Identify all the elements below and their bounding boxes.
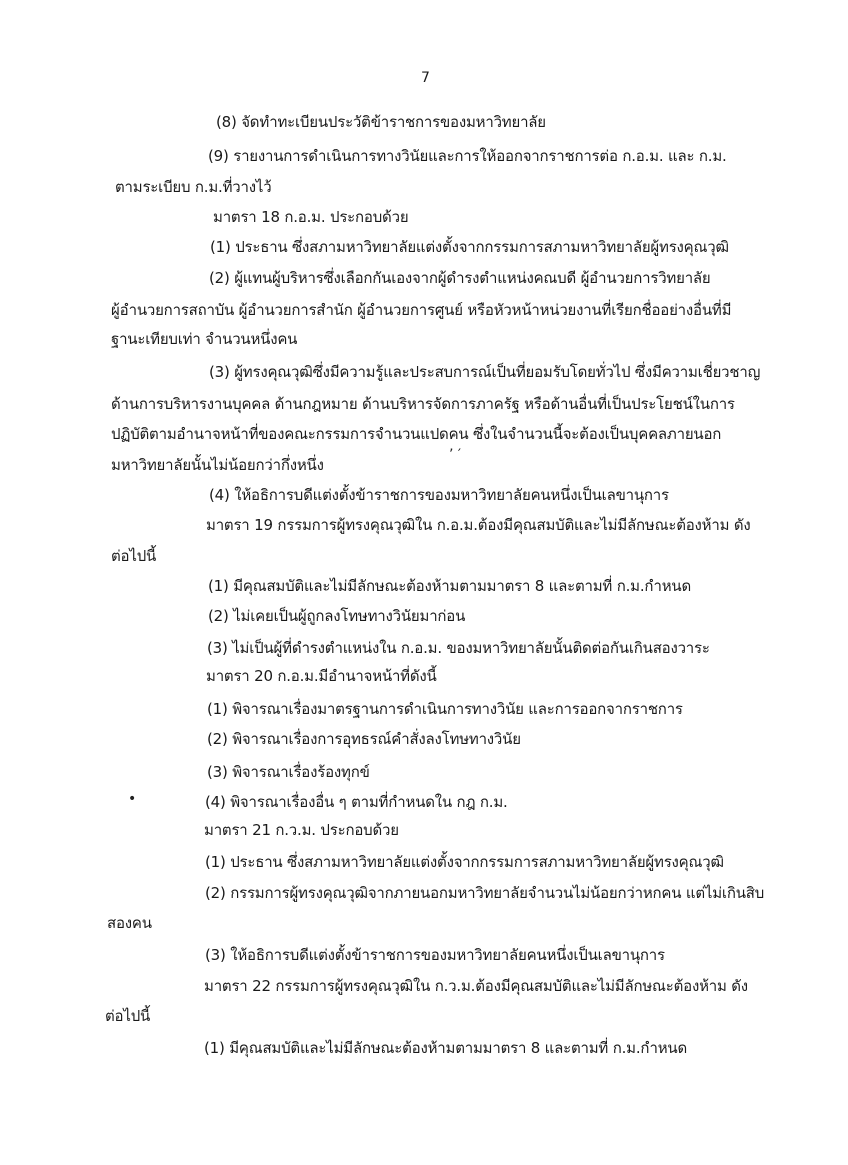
text-line: (2) พิจารณาเรื่องการอุทธรณ์คำสั่งลงโทษทางวินัย bbox=[207, 730, 521, 748]
text-line: (3) ให้อธิการบดีแต่งตั้งข้าราชการของมหาวิทยาลัยคนหนึ่งเป็นเลขานุการ bbox=[205, 946, 665, 964]
text-line: (3) พิจารณาเรื่องร้องทุกข์ bbox=[207, 763, 370, 781]
text-line: (1) ประธาน ซึ่งสภามหาวิทยาลัยแต่งตั้งจากกรรมการสภามหาวิทยาลัยผู้ทรงคุณวุฒิ bbox=[210, 238, 729, 256]
text-line: ต่อไปนี้ bbox=[111, 547, 157, 565]
text-line: (9) รายงานการดำเนินการทางวินัยและการให้ออกจากราชการต่อ ก.อ.ม. และ ก.ม. bbox=[208, 147, 727, 165]
text-line: (8) จัดทำทะเบียนประวัติข้าราชการของมหาวิทยาลัย bbox=[216, 113, 546, 131]
text-line: ฐานะเทียบเท่า จำนวนหนึ่งคน bbox=[111, 330, 298, 348]
text-line: สองคน bbox=[107, 914, 152, 932]
text-line: ผู้อำนวยการสถาบัน ผู้อำนวยการสำนัก ผู้อำนวยการศูนย์ หรือหัวหน้าหน่วยงานที่เรียกชื่ออย่างอื่นที่มี bbox=[111, 301, 732, 319]
text-line: ปฏิบัติตามอำนาจหน้าที่ของคณะกรรมการจำนวนแปดคน ซึ่งในจำนวนนี้จะต้องเป็นบุคคลภายนอก bbox=[111, 425, 722, 443]
section-heading: มาตรา 20 ก.อ.ม.มีอำนาจหน้าที่ดังนี้ bbox=[206, 667, 437, 685]
text-line: (1) มีคุณสมบัติและไม่มีลักษณะต้องห้ามตามมาตรา 8 และตามที่ ก.ม.กำหนด bbox=[204, 1039, 687, 1057]
section-heading: มาตรา 19 กรรมการผู้ทรงคุณวุฒิใน ก.อ.ม.ต้องมีคุณสมบัติและไม่มีลักษณะต้องห้าม ดัง bbox=[206, 516, 751, 534]
text-line: ด้านการบริหารงานบุคคล ด้านกฎหมาย ด้านบริหารจัดการภาครัฐ หรือด้านอื่นที่เป็นประโยชน์ในการ bbox=[111, 395, 735, 413]
text-line: (1) มีคุณสมบัติและไม่มีลักษณะต้องห้ามตามมาตรา 8 และตามที่ ก.ม.กำหนด bbox=[208, 577, 691, 595]
text-line: (2) ผู้แทนผู้บริหารซึ่งเลือกกันเองจากผู้ดำรงตำแหน่งคณบดี ผู้อำนวยการวิทยาลัย bbox=[209, 269, 711, 287]
text-line: (3) ผู้ทรงคุณวุฒิซึ่งมีความรู้และประสบการณ์เป็นที่ยอมรับโดยทั่วไป ซึ่งมีความเชี่ยวชาญ bbox=[209, 363, 761, 381]
text-line: (2) กรรมการผู้ทรงคุณวุฒิจากภายนอกมหาวิทยาลัยจำนวนไม่น้อยกว่าหกคน แต่ไม่เกินสิบ bbox=[205, 884, 765, 902]
text-line: ตามระเบียบ ก.ม.ที่วางไว้ bbox=[115, 178, 272, 196]
text-line: (4) พิจารณาเรื่องอื่น ๆ ตามที่กำหนดใน กฎ ก.ม. bbox=[205, 793, 508, 811]
section-heading: มาตรา 21 ก.ว.ม. ประกอบด้วย bbox=[204, 821, 399, 839]
text-line: (3) ไม่เป็นผู้ที่ดำรงตำแหน่งใน ก.อ.ม. ของมหาวิทยาลัยนั้นติดต่อกันเกินสองวาระ bbox=[207, 639, 710, 657]
text-line: ต่อไปนี้ bbox=[105, 1007, 151, 1025]
text-line: มหาวิทยาลัยนั้นไม่น้อยกว่ากึ่งหนึ่ง bbox=[111, 456, 324, 474]
page-number: 7 bbox=[421, 70, 430, 86]
scan-mark: ’ ′ bbox=[449, 447, 462, 463]
text-line: (1) ประธาน ซึ่งสภามหาวิทยาลัยแต่งตั้งจากกรรมการสภามหาวิทยาลัยผู้ทรงคุณวุฒิ bbox=[205, 853, 724, 871]
text-line: (1) พิจารณาเรื่องมาตรฐานการดำเนินการทางวินัย และการออกจากราชการ bbox=[207, 700, 683, 718]
section-heading: มาตรา 18 ก.อ.ม. ประกอบด้วย bbox=[213, 208, 409, 226]
scan-dot: • bbox=[128, 791, 137, 807]
text-line: (2) ไม่เคยเป็นผู้ถูกลงโทษทางวินัยมาก่อน bbox=[208, 607, 466, 625]
text-line: (4) ให้อธิการบดีแต่งตั้งข้าราชการของมหาวิทยาลัยคนหนึ่งเป็นเลขานุการ bbox=[209, 486, 669, 504]
section-heading: มาตรา 22 กรรมการผู้ทรงคุณวุฒิใน ก.ว.ม.ต้องมีคุณสมบัติและไม่มีลักษณะต้องห้าม ดัง bbox=[204, 977, 748, 995]
